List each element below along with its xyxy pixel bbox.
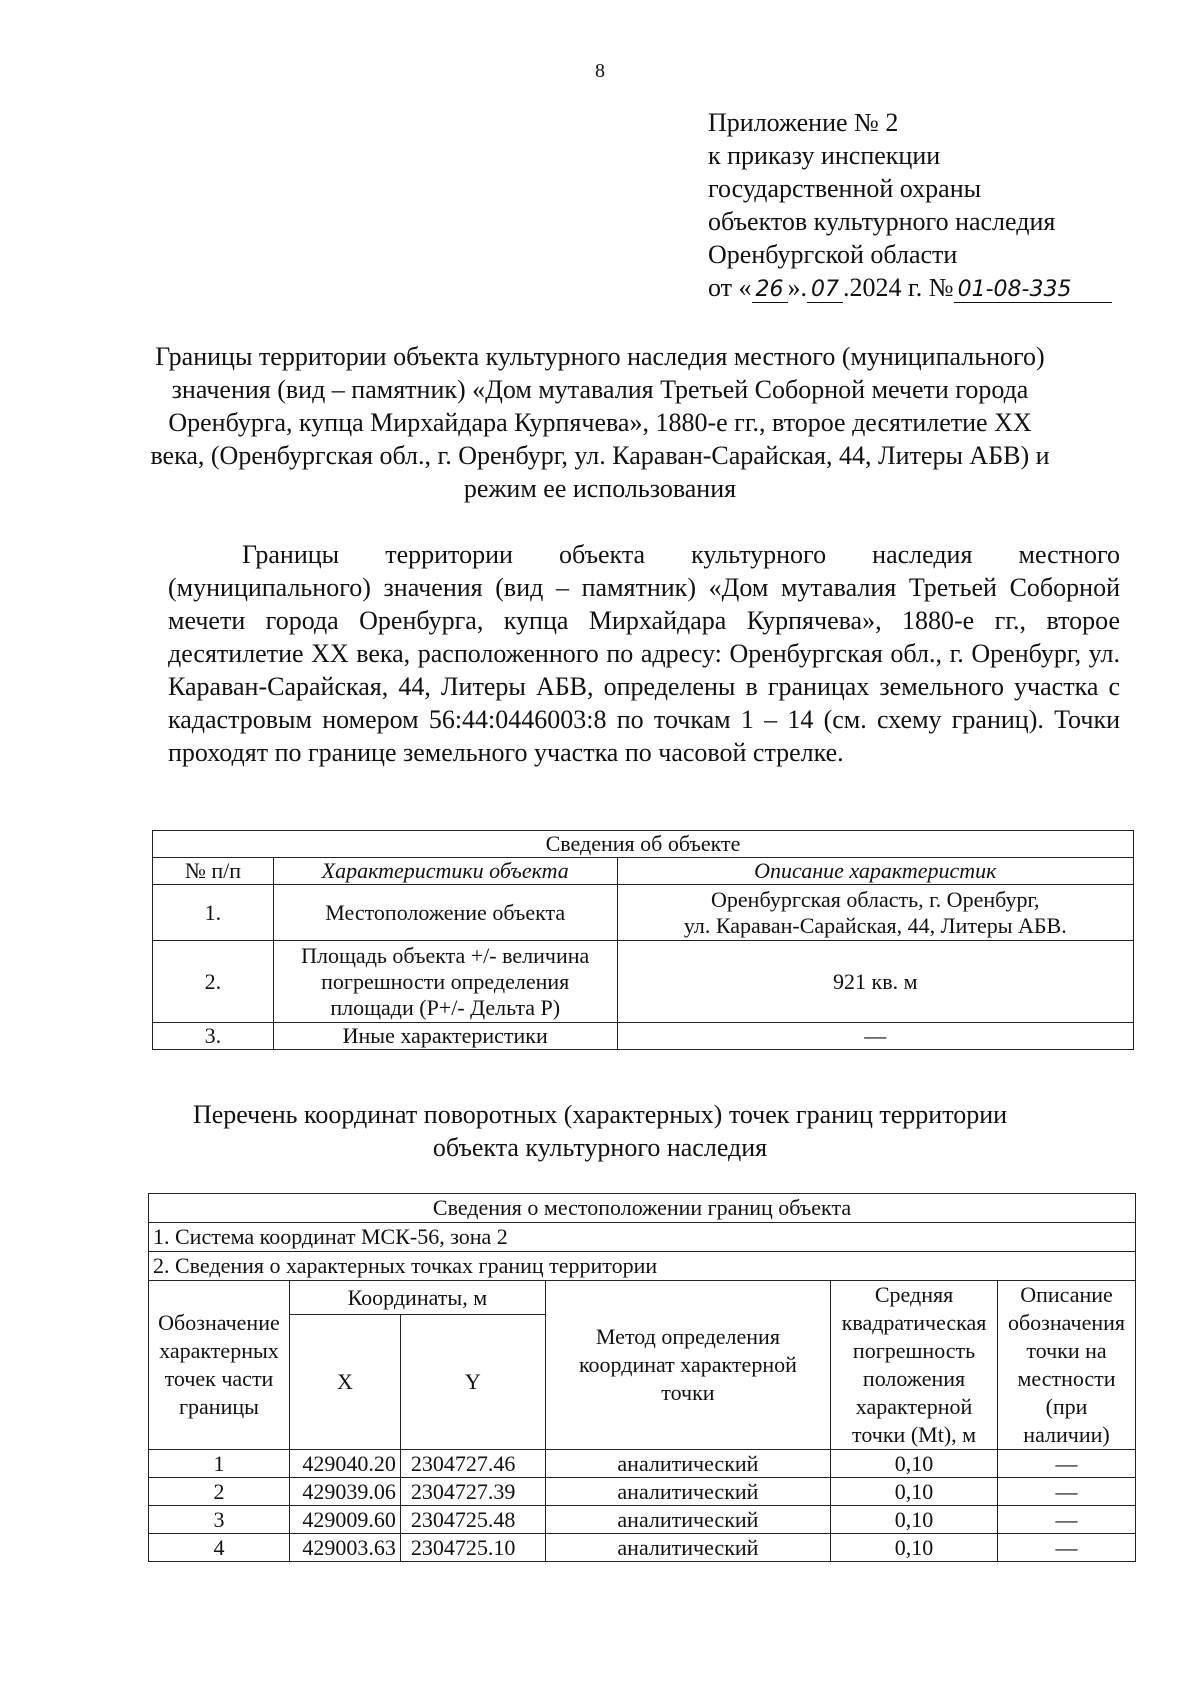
cell-line: площади (Р+/- Дельта Р) <box>330 994 561 1020</box>
header-y: Y <box>400 1315 545 1450</box>
table-header-row <box>153 858 1134 885</box>
table-cell <box>273 941 617 1023</box>
cell-desc: — <box>998 1478 1136 1506</box>
cell-x: 429009.60 <box>289 1506 400 1534</box>
header-line: положения <box>862 1366 966 1391</box>
table-caption: Сведения о местоположении границ объекта <box>149 1194 1136 1223</box>
header-line: местности <box>1017 1366 1116 1391</box>
table-cell: Иные характеристики <box>273 1023 617 1050</box>
appendix-line: Оренбургской области <box>708 240 958 269</box>
cell-method: аналитический <box>545 1506 830 1534</box>
table-header-row <box>149 1281 1136 1315</box>
page-number: 8 <box>595 60 605 82</box>
appendix-line: к приказу инспекции <box>708 141 941 170</box>
object-info-table <box>152 830 1134 1050</box>
header-line: Описание <box>1020 1282 1113 1307</box>
cell-point: 3 <box>149 1506 290 1534</box>
coords-section-title: Перечень координат поворотных (характерных) точек границ территории объекта культурного наследия <box>192 1100 1008 1162</box>
table-cell: 3. <box>153 1023 274 1050</box>
cell-x: 429040.20 <box>289 1450 400 1478</box>
header-line: Средняя <box>874 1282 954 1307</box>
table-cell: 2. <box>153 941 274 1023</box>
header-line: точки на <box>1026 1338 1107 1363</box>
table-row <box>153 885 1134 941</box>
header-cell: Характеристики объекта <box>273 858 617 885</box>
header-line: характерных <box>159 1338 279 1363</box>
cell-point: 4 <box>149 1534 290 1562</box>
table-row <box>149 1252 1136 1281</box>
cell-x: 429039.06 <box>289 1478 400 1506</box>
table-cell: 921 кв. м <box>617 941 1133 1023</box>
header-line: точки (Mt), м <box>852 1422 977 1447</box>
table-caption: Сведения об объекте <box>153 831 1134 858</box>
header-line: погрешность <box>852 1338 976 1363</box>
body-paragraph: Границы территории объекта культурного наследия местного (муниципального) значения (вид – памятник) «Дом мутавалия Третьей Соборной мечети города Оренбурга, купца Мирхайдара Курпячева», 1880-е гг., второе десятилетие XX века, расположенного по адресу: Оренбургская обл., г. Оренбург, ул. Караван-Сарайская, 44, Литеры АБВ, определены в границах земельного участка с кадастровым номером 56:44:0446003:8 по точкам 1 – 14 (см. схему границ). Точки проходят по границе земельного участка по часовой стрелке. <box>168 540 1120 767</box>
table-cell: Местоположение объекта <box>273 885 617 941</box>
date-prefix: от « <box>708 273 752 302</box>
cell-mt: 0,10 <box>831 1478 998 1506</box>
cell-line: Оренбургская область, г. Оренбург, <box>711 886 1040 912</box>
header-line: границы <box>179 1394 259 1419</box>
appendix-date-line <box>708 271 1112 304</box>
cell-desc: — <box>998 1450 1136 1478</box>
points-caption: 2. Сведения о характерных точках границ территории <box>149 1252 1136 1281</box>
header-line: точки <box>661 1380 715 1405</box>
header-description <box>998 1281 1136 1450</box>
header-designation <box>149 1281 290 1450</box>
date-sep: ». <box>787 273 808 302</box>
table-row <box>149 1506 1136 1534</box>
table-row <box>149 1478 1136 1506</box>
cell-method: аналитический <box>545 1478 830 1506</box>
cell-desc: — <box>998 1534 1136 1562</box>
table-row <box>149 1194 1136 1223</box>
header-line: Обозначение <box>158 1310 280 1335</box>
header-line: характерной <box>855 1394 973 1419</box>
header-line: Метод определения <box>595 1324 780 1349</box>
cell-mt: 0,10 <box>831 1506 998 1534</box>
table-row <box>153 831 1134 858</box>
table-row <box>149 1450 1136 1478</box>
coordinate-system: 1. Система координат МСК-56, зона 2 <box>149 1223 1136 1252</box>
header-line: квадратическая <box>841 1310 987 1335</box>
appendix-line: Приложение № 2 <box>708 108 899 137</box>
handwritten-month: 07 <box>807 278 843 303</box>
table-cell: — <box>617 1023 1133 1050</box>
cell-line: ул. Караван-Сарайская, 44, Литеры АБВ. <box>683 912 1067 938</box>
table-cell <box>617 885 1133 941</box>
cell-point: 1 <box>149 1450 290 1478</box>
header-coordinates: Координаты, м <box>289 1281 545 1315</box>
appendix-line: государственной охраны <box>708 174 982 203</box>
table-cell: 1. <box>153 885 274 941</box>
table-row <box>153 1023 1134 1050</box>
cell-point: 2 <box>149 1478 290 1506</box>
handwritten-order-number: 01-08-335 <box>954 278 1112 303</box>
cell-line: погрешности определения <box>321 968 570 994</box>
date-year: .2024 г. № <box>843 273 954 302</box>
header-line: точек части <box>164 1366 274 1391</box>
cell-y: 2304727.39 <box>400 1478 545 1506</box>
cell-mt: 0,10 <box>831 1450 998 1478</box>
table-row <box>149 1534 1136 1562</box>
header-line: (при <box>1045 1394 1088 1419</box>
header-line: координат характерной <box>578 1352 797 1377</box>
cell-method: аналитический <box>545 1534 830 1562</box>
cell-y: 2304727.46 <box>400 1450 545 1478</box>
document-title: Границы территории объекта культурного наследия местного (муниципального) значения (вид – памятник) «Дом мутавалия Третьей Соборной мечети города Оренбурга, купца Мирхайдара Курпячева», 1880-е гг., второе десятилетие XX века, (Оренбургская обл., г. Оренбург, ул. Караван-Сарайская, 44, Литеры АБВ) и режим ее использования <box>150 342 1050 503</box>
header-line: наличии) <box>1023 1422 1110 1447</box>
header-method <box>545 1281 830 1450</box>
header-line: обозначения <box>1007 1310 1126 1335</box>
table-row <box>149 1223 1136 1252</box>
cell-x: 429003.63 <box>289 1534 400 1562</box>
cell-method: аналитический <box>545 1450 830 1478</box>
table-row <box>153 941 1134 1023</box>
header-error <box>831 1281 998 1450</box>
cell-y: 2304725.10 <box>400 1534 545 1562</box>
appendix-block <box>708 106 1112 304</box>
header-cell: № п/п <box>153 858 274 885</box>
header-cell: Описание характеристик <box>617 858 1133 885</box>
header-x: X <box>289 1315 400 1450</box>
cell-y: 2304725.48 <box>400 1506 545 1534</box>
cell-line: Площадь объекта +/- величина <box>301 942 590 968</box>
appendix-line: объектов культурного наследия <box>708 207 1056 236</box>
coordinates-table <box>148 1193 1136 1562</box>
cell-mt: 0,10 <box>831 1534 998 1562</box>
cell-desc: — <box>998 1506 1136 1534</box>
handwritten-day: 26 <box>752 278 788 303</box>
